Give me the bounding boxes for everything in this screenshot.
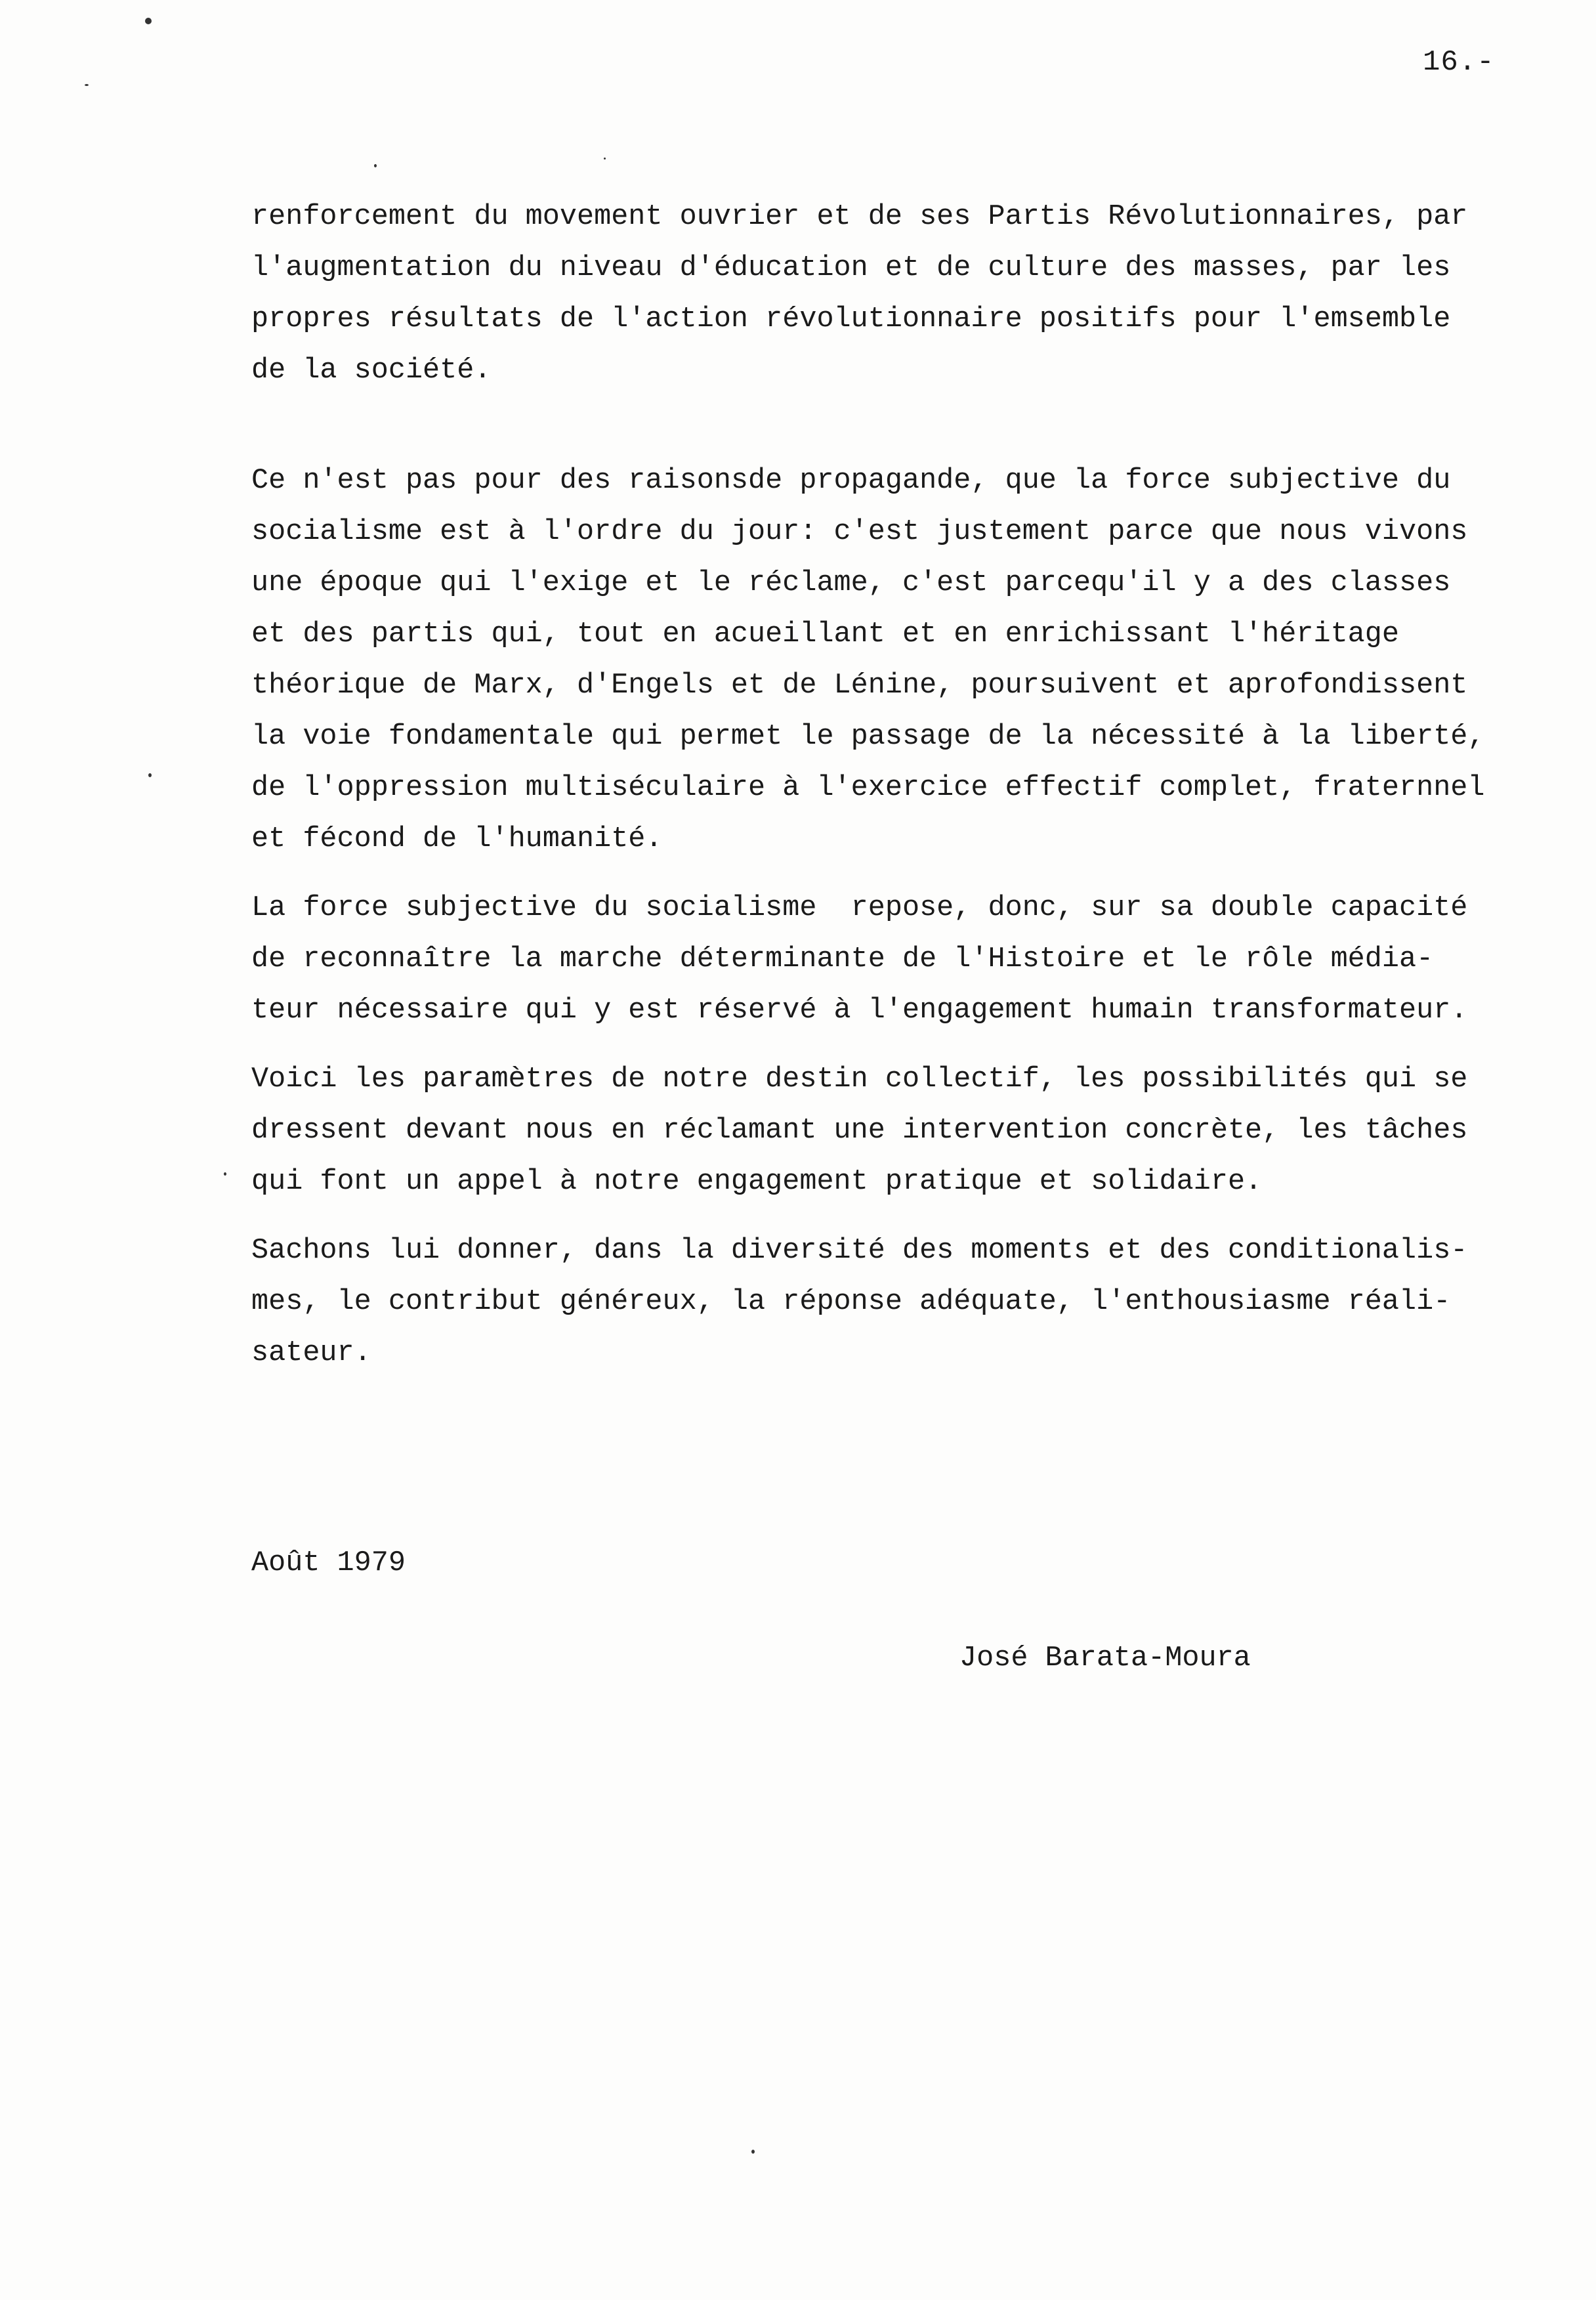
paragraph-5 bbox=[251, 1225, 1551, 1379]
date-line: Août 1979 bbox=[251, 1547, 406, 1579]
text-line: renforcement du movement ouvrier et de ses Partis Révolutionnaires, par bbox=[251, 201, 1468, 233]
text-line: mes, le contribut généreux, la réponse adéquate, l'enthousiasme réali- bbox=[251, 1286, 1451, 1318]
text-line: de la société. bbox=[251, 354, 492, 387]
text-line: qui font un appel à notre engagement pratique et solidaire. bbox=[251, 1166, 1263, 1198]
scan-speck bbox=[148, 773, 152, 777]
author-signature: José Barata-Moura bbox=[959, 1642, 1251, 1674]
text-line: la voie fondamentale qui permet le passage de la nécessité à la liberté, bbox=[251, 721, 1485, 753]
paragraph-1 bbox=[251, 192, 1551, 396]
text-line: Ce n'est pas pour des raisonsde propagande, que la force subjective du bbox=[251, 465, 1451, 497]
text-line: théorique de Marx, d'Engels et de Lénine, poursuivent et aprofondissent bbox=[251, 670, 1468, 702]
text-line: dressent devant nous en réclamant une intervention concrète, les tâches bbox=[251, 1115, 1468, 1147]
scan-speck bbox=[604, 158, 606, 160]
text-line: de l'oppression multiséculaire à l'exercice effectif complet, fraternnel bbox=[251, 772, 1485, 804]
paragraph-3 bbox=[251, 883, 1551, 1036]
text-line: l'augmentation du niveau d'éducation et de culture des masses, par les bbox=[251, 252, 1451, 284]
text-line: sateur. bbox=[251, 1337, 371, 1369]
text-line: Sachons lui donner, dans la diversité des moments et des conditionalis- bbox=[251, 1235, 1468, 1267]
scan-speck bbox=[85, 84, 89, 86]
body-text bbox=[251, 192, 1551, 1379]
text-line: de reconnaître la marche déterminante de l'Histoire et le rôle média- bbox=[251, 943, 1434, 975]
text-line: Voici les paramètres de notre destin collectif, les possibilités qui se bbox=[251, 1063, 1468, 1096]
paragraph-2 bbox=[251, 456, 1551, 865]
scan-speck bbox=[145, 18, 152, 24]
scan-speck bbox=[224, 1172, 226, 1176]
text-line: et fécond de l'humanité. bbox=[251, 823, 663, 855]
text-line: La force subjective du socialisme repose, donc, sur sa double capacité bbox=[251, 892, 1468, 924]
page-number: 16.- bbox=[1423, 46, 1495, 79]
paragraph-4 bbox=[251, 1054, 1551, 1208]
text-line: une époque qui l'exige et le réclame, c'est parcequ'il y a des classes bbox=[251, 567, 1451, 599]
scan-speck bbox=[374, 164, 377, 167]
scan-speck bbox=[751, 2150, 755, 2154]
text-line: teur nécessaire qui y est réservé à l'engagement humain transformateur. bbox=[251, 994, 1468, 1027]
text-line: socialisme est à l'ordre du jour: c'est justement parce que nous vivons bbox=[251, 516, 1468, 548]
text-line: propres résultats de l'action révolutionnaire positifs pour l'emsemble bbox=[251, 303, 1451, 335]
text-line: et des partis qui, tout en acueillant et en enrichissant l'héritage bbox=[251, 618, 1399, 650]
